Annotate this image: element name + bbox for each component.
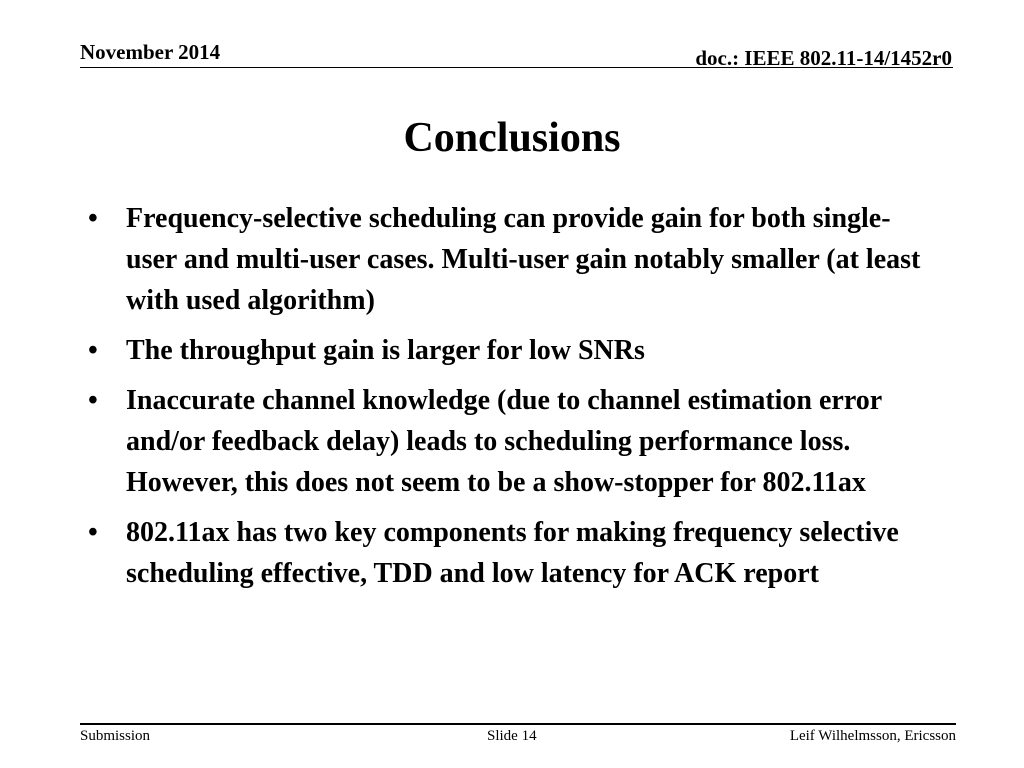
bullet-text: Frequency-selective scheduling can provide gain for both single-user and multi-user cases. Multi-user gain notably smaller (at least with used algorithm): [126, 203, 921, 316]
bullet-marker: •: [88, 203, 98, 234]
slide-title: Conclusions: [403, 115, 621, 161]
header-doc-id: doc.: IEEE 802.11-14/1452r0: [695, 46, 952, 70]
footer-author: Leif Wilhelmsson, Ericsson: [789, 728, 956, 744]
bullet-marker: •: [88, 385, 98, 416]
header-date: November 2014: [80, 40, 221, 64]
bullet-text: The throughput gain is larger for low SNRs: [126, 335, 645, 366]
footer-divider: [80, 723, 956, 725]
bullet-item: [88, 330, 926, 371]
bullet-text: 802.11ax has two key components for making frequency selective scheduling effective, TDD and low latency for ACK report: [126, 517, 899, 589]
bullet-item: [88, 198, 926, 321]
bullet-marker: •: [88, 335, 98, 366]
bullet-item: [88, 512, 926, 594]
bullet-item: [88, 380, 926, 503]
bullet-list: [88, 198, 926, 603]
footer-submission: Submission: [80, 728, 151, 744]
bullet-text: Inaccurate channel knowledge (due to channel estimation error and/or feedback delay) leads to scheduling performance loss. However, this does not seem to be a show-stopper for 802.11ax: [126, 385, 882, 498]
footer-slide-number: Slide 14: [487, 728, 537, 744]
header-divider: [80, 67, 953, 68]
bullet-marker: •: [88, 517, 98, 548]
